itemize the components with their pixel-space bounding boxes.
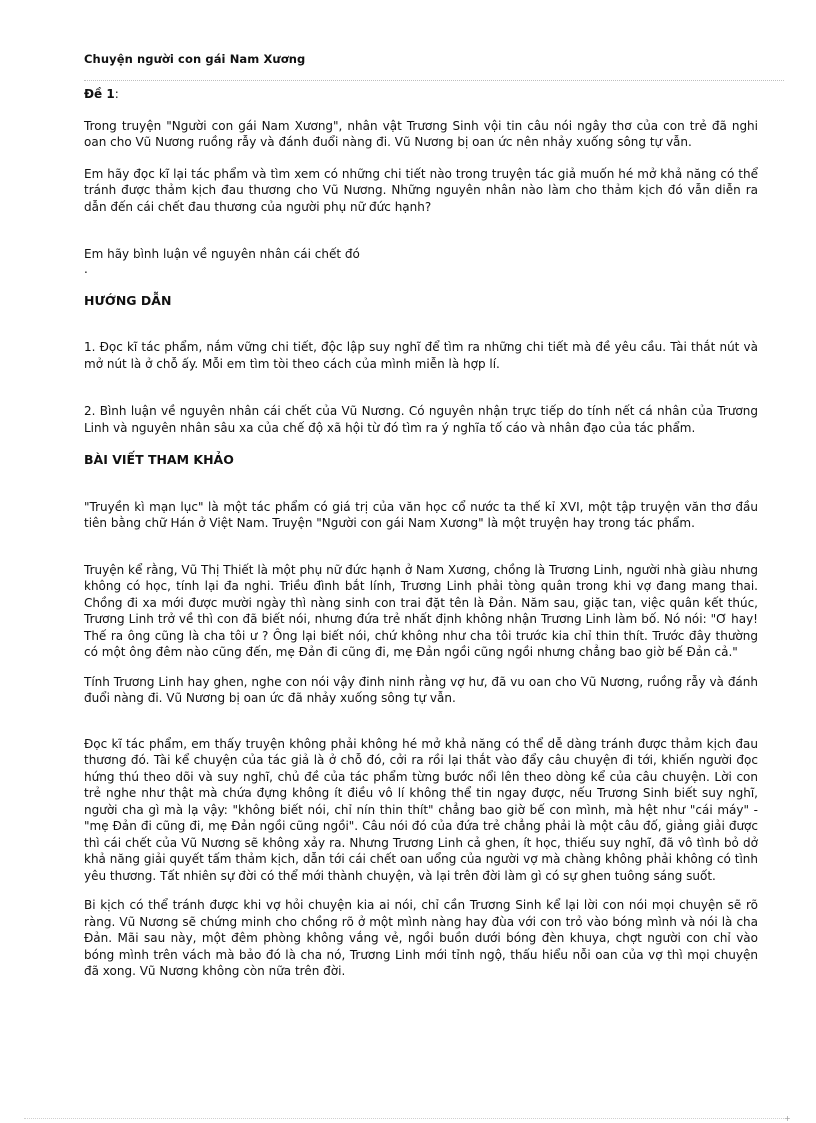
- prompt-trailing-dot: .: [84, 261, 88, 276]
- exercise-number: Đề 1: [84, 87, 115, 101]
- prompt-paragraph-1: Trong truyện "Người con gái Nam Xương", nhân vật Trương Sinh vội tin câu nói ngây thơ của con trẻ đã nghi oan cho Vũ Nương ruồng rẫy và đánh đuổi nàng đi. Vũ Nương bị oan ức nên nhảy xuống sông tự vẫn.: [84, 118, 758, 149]
- reference-paragraph-2: Truyện kể rằng, Vũ Thị Thiết là một phụ nữ đức hạnh ở Nam Xương, chồng là Trương Linh, người nhà giàu nhưng không có học, tính lại đa nghi. Triều đình bắt lính, Trương Linh phải tòng quân trong khi vợ đang mang thai. Chồng đi xa mới được mười ngày thì nàng sinh con trai đặt tên là Đản. Năm sau, giặc tan, việc quân kết thúc, Trương Linh trở về thì con đã biết nói, nhưng đứa trẻ nhất định không nhận Trương Linh làm bố. Nó nói: "Ơ hay! Thế ra ông cũng là cha tôi ư ? Ông lại biết nói, chứ không như cha tôi trước kia chỉ thin thít. Trước đây thường có một ông đêm nào cũng đến, mẹ Đản đi cũng đi, mẹ Đản ngồi cũng ngồi nhưng chẳng bao giờ bế Đản cả.": [84, 562, 758, 659]
- footer-divider: [24, 1118, 784, 1119]
- reference-paragraph-1: "Truyền kì mạn lục" là một tác phẩm có giá trị của văn học cổ nước ta thế kỉ XVI, một tập truyện văn thơ đầu tiên bằng chữ Hán ở Việt Nam. Truyện "Người con gái Nam Xương" là một truyện hay trong tác phẩm.: [84, 499, 758, 530]
- reference-paragraph-4: Đọc kĩ tác phẩm, em thấy truyện không phải không hé mở khả năng có thể dễ dàng tránh được thảm kịch đau thương đó. Tài kể chuyện của tác giả là ở chỗ đó, cởi ra rồi lại thắt vào đẩy câu chuyện đi tới, khiến người đọc hứng thú theo dõi và suy nghĩ, chủ đề của tác phẩm từng bước nổi lên theo dòng kể của câu chuyện. Lời con trẻ nghe như thật mà chứa đựng không ít điều vô lí không thể tin ngay được, nếu Trương Sinh biết suy nghĩ, người cha gì mà lạ vậy: "không biết nói, chỉ nín thin thít" chẳng bao giờ bế con mình, mà hệt như "cái máy" - "mẹ Đản đi cũng đi, mẹ Đản ngồi cũng ngồi". Câu nói đó của đứa trẻ chẳng phải là một câu đố, giảng giải được thì cái chết của Vũ Nương sẽ không xảy ra. Nhưng Trương Linh cả ghen, ít học, thiếu suy nghĩ, đã vô tình bỏ dở khả năng giải quyết tấm thảm kịch, dẫn tới cái chết oan uổng của người vợ mà chàng không phải không có tình yêu thương. Tất nhiên sự đời có thể mới thành chuyện, và lại trên đời làm gì có sự ghen tuông sáng suốt.: [84, 736, 758, 883]
- footer-corner-mark: +: [784, 1114, 791, 1123]
- document-body: [84, 86, 758, 980]
- guide-item-1: 1. Đọc kĩ tác phẩm, nắm vững chi tiết, độc lập suy nghĩ để tìm ra những chi tiết mà đề yêu cầu. Tài thắt nút và mở nút là ở chỗ ấy. Mỗi em tìm tòi theo cách của mình miễn là hợp lí.: [84, 340, 758, 371]
- header-divider: [84, 80, 784, 81]
- prompt-paragraph-2: Em hãy đọc kĩ lại tác phẩm và tìm xem có những chi tiết nào trong truyện tác giả muốn hé mở khả năng có thể tránh được thảm kịch đau thương cho Vũ Nương. Những nguyên nhân nào làm cho thảm kịch đó vẫn diễn ra dẫn đến cái chết đau thương của người phụ nữ đức hạnh?: [84, 166, 758, 214]
- reference-paragraph-5: Bi kịch có thể tránh được khi vợ hỏi chuyện kia ai nói, chỉ cần Trương Sinh kể lại lời con nói mọi chuyện sẽ rõ ràng. Vũ Nương sẽ chứng minh cho chồng rõ ở một mình nàng hay đùa với con trỏ vào bóng mình và nói là cha Đản. Mãi sau này, một đêm phòng không vắng vẻ, ngồi buồn dưới bóng đèn khuya, chợt người con chỉ vào bóng mình trên vách mà bảo đó là cha nó, Trương Linh mới tỉnh ngộ, thấu hiểu nỗi oan của vợ thì mọi chuyện đã xong. Vũ Nương không còn nữa trên đời.: [84, 898, 758, 978]
- reference-paragraph-3: Tính Trương Linh hay ghen, nghe con nói vậy đinh ninh rằng vợ hư, đã vu oan cho Vũ Nương, ruồng rẫy và đánh đuổi nàng đi. Vũ Nương bị oan ức đã nhảy xuống sông tự vẫn.: [84, 674, 758, 705]
- exercise-label: [84, 86, 758, 103]
- guide-item-2: 2. Bình luận về nguyên nhân cái chết của Vũ Nương. Có nguyên nhận trực tiếp do tính nết cá nhân của Trương Linh và nguyên nhân sâu xa của chế độ xã hội từ đó tìm ra ý nghĩa tố cáo và nhân đạo của tác phẩm.: [84, 404, 758, 435]
- prompt-paragraph-3: Em hãy bình luận về nguyên nhân cái chết đó: [84, 247, 360, 261]
- exercise-colon: :: [114, 87, 119, 101]
- guide-heading: HƯỚNG DẪN: [84, 292, 172, 308]
- reference-heading: BÀI VIẾT THAM KHẢO: [84, 452, 234, 467]
- document-title: Chuyện người con gái Nam Xương: [84, 52, 306, 66]
